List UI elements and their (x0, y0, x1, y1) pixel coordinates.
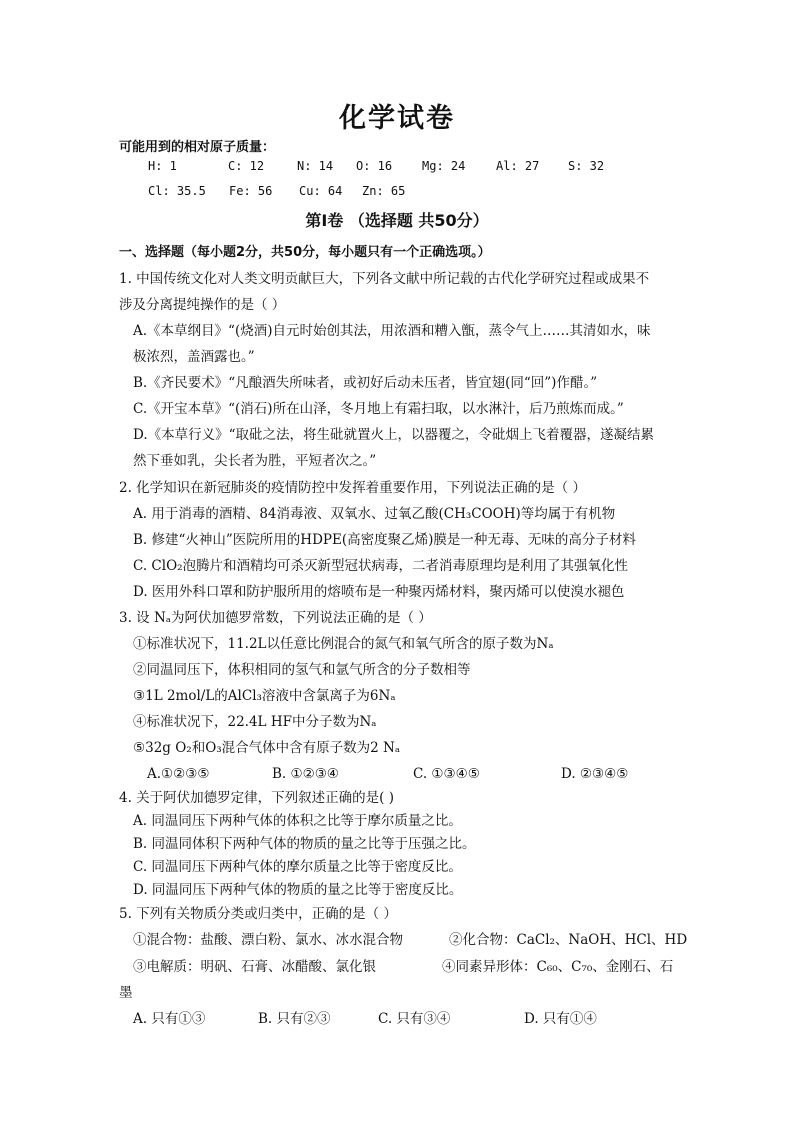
q3-option-c: C. ①③④⑤ (413, 766, 480, 782)
mass-fe: Fe: 56 (229, 184, 273, 198)
q3-option-b: B. ①②③④ (272, 766, 339, 782)
exam-title: 化学试卷 (339, 103, 455, 134)
q4-option-a: A. 同温同压下两种气体的体积之比等于摩尔质量之比。 (133, 813, 462, 829)
q4-option-c: C. 同温同压下两种气体的摩尔质量之比等于密度反比。 (133, 859, 462, 875)
q5-option-d: D. 只有①④ (524, 1011, 597, 1027)
q1-stem-line-2: 涉及分离提纯操作的是（ ） (119, 297, 286, 313)
q5-option-c: C. 只有③④ (378, 1011, 451, 1027)
q5-statement-2: ②化合物：CaCl₂、NaOH、HCl、HD (449, 932, 688, 948)
q3-option-d: D. ②③④⑤ (561, 766, 629, 782)
q5-option-b: B. 只有②③ (258, 1011, 331, 1027)
q5-option-a: A. 只有①③ (133, 1011, 206, 1027)
mass-s: S: 32 (568, 159, 605, 173)
q2-stem: 2. 化学知识在新冠肺炎的疫情防控中发挥着重要作用，下列说法正确的是（ ） (119, 480, 586, 496)
mass-h: H: 1 (148, 159, 177, 173)
q5-statement-4-continued: 墨 (119, 985, 133, 1001)
q3-statement-1: ①标准状况下，11.2L以任意比例混合的氮气和氧气所含的原子数为Nₐ (133, 636, 554, 652)
q4-option-d: D. 同温同压下两种气体的物质的量之比等于密度反比。 (133, 882, 463, 898)
q2-option-d: D. 医用外科口罩和防护服所用的熔喷布是一种聚丙烯材料，聚丙烯可以使溴水褪色 (133, 584, 625, 600)
q5-statement-4: ④同素异形体：C₆₀、C₇₀、金刚石、石 (442, 959, 674, 975)
q1-stem-line-1: 1. 中国传统文化对人类文明贡献巨大，下列各文献中所记载的古代化学研究过程或成果不 (119, 271, 650, 287)
mass-al: Al: 27 (496, 159, 540, 173)
section-title: 第Ⅰ卷 （选择题 共50分） (305, 211, 489, 230)
q3-stem: 3. 设 Nₐ为阿伏加德罗常数，下列说法正确的是（ ） (119, 610, 432, 626)
q4-stem: 4. 关于阿伏加德罗定律，下列叙述正确的是( ) (119, 790, 394, 806)
q5-statement-1: ①混合物：盐酸、漂白粉、氯水、冰水混合物 (133, 932, 403, 948)
q3-statement-3: ③1L 2mol/L的AlCl₃溶液中含氯离子为6Nₐ (133, 688, 396, 704)
mass-o: O: 16 (356, 159, 393, 173)
q1-option-d-line-1: D.《本草行义》“取砒之法，将生砒就置火上，以器覆之，令砒烟上飞着覆器，遂凝结累 (133, 427, 655, 443)
q5-stem: 5. 下列有关物质分类或归类中，正确的是（ ） (119, 906, 397, 922)
mass-cl: Cl: 35.5 (148, 184, 206, 198)
q3-statement-2: ②同温同压下，体积相同的氢气和氩气所含的分子数相等 (133, 662, 471, 678)
q1-option-d-line-2: 然下垂如乳，尖长者为胜，平短者次之。” (133, 453, 377, 469)
q2-option-b: B. 修建“火神山”医院所用的HDPE(高密度聚乙烯)膜是一种无毒、无味的高分子材料 (133, 532, 636, 548)
q1-option-a-line-1: A.《本草纲目》“(烧酒)自元时始创其法，用浓酒和糟入甑，蒸令气上……其清如水，味 (133, 323, 651, 339)
q2-option-a: A. 用于消毒的酒精、84消毒液、双氧水、过氧乙酸(CH₃COOH)等均属于有机物 (133, 506, 616, 522)
mass-n: N: 14 (297, 159, 334, 173)
q1-option-a-line-2: 极浓烈，盖酒露也。” (133, 349, 255, 365)
mass-zn: Zn: 65 (362, 184, 406, 198)
mass-mg: Mg: 24 (422, 159, 466, 173)
q1-option-b: B.《齐民要术》“凡酿酒失所味者，或初好后动未压者，皆宜翅(同“回”)作醋。” (133, 375, 598, 391)
q1-option-c: C.《开宝本草》“(消石)所在山泽，冬月地上有霜扫取，以水淋汁，后乃煎炼而成。” (133, 401, 624, 417)
q4-option-b: B. 同温同体积下两种气体的物质的量之比等于压强之比。 (133, 836, 476, 852)
q3-option-a: A.①②③⑤ (147, 766, 210, 782)
q3-statement-5: ⑤32g O₂和O₃混合气体中含有原子数为2 Nₐ (133, 740, 401, 756)
q3-statement-4: ④标准状况下，22.4L HF中分子数为Nₐ (133, 714, 377, 730)
atomic-mass-heading: 可能用到的相对原子质量： (119, 140, 276, 155)
q2-option-c: C. ClO₂泡腾片和酒精均可杀灭新型冠状病毒，二者消毒原理均是利用了其强氧化性 (133, 558, 629, 574)
mass-c: C: 12 (228, 159, 265, 173)
mass-cu: Cu: 64 (299, 184, 343, 198)
part-heading: 一、选择题（每小题2分，共50分，每小题只有一个正确选项。） (119, 245, 491, 260)
q5-statement-3: ③电解质：明矾、石膏、冰醋酸、氯化银 (133, 959, 376, 975)
